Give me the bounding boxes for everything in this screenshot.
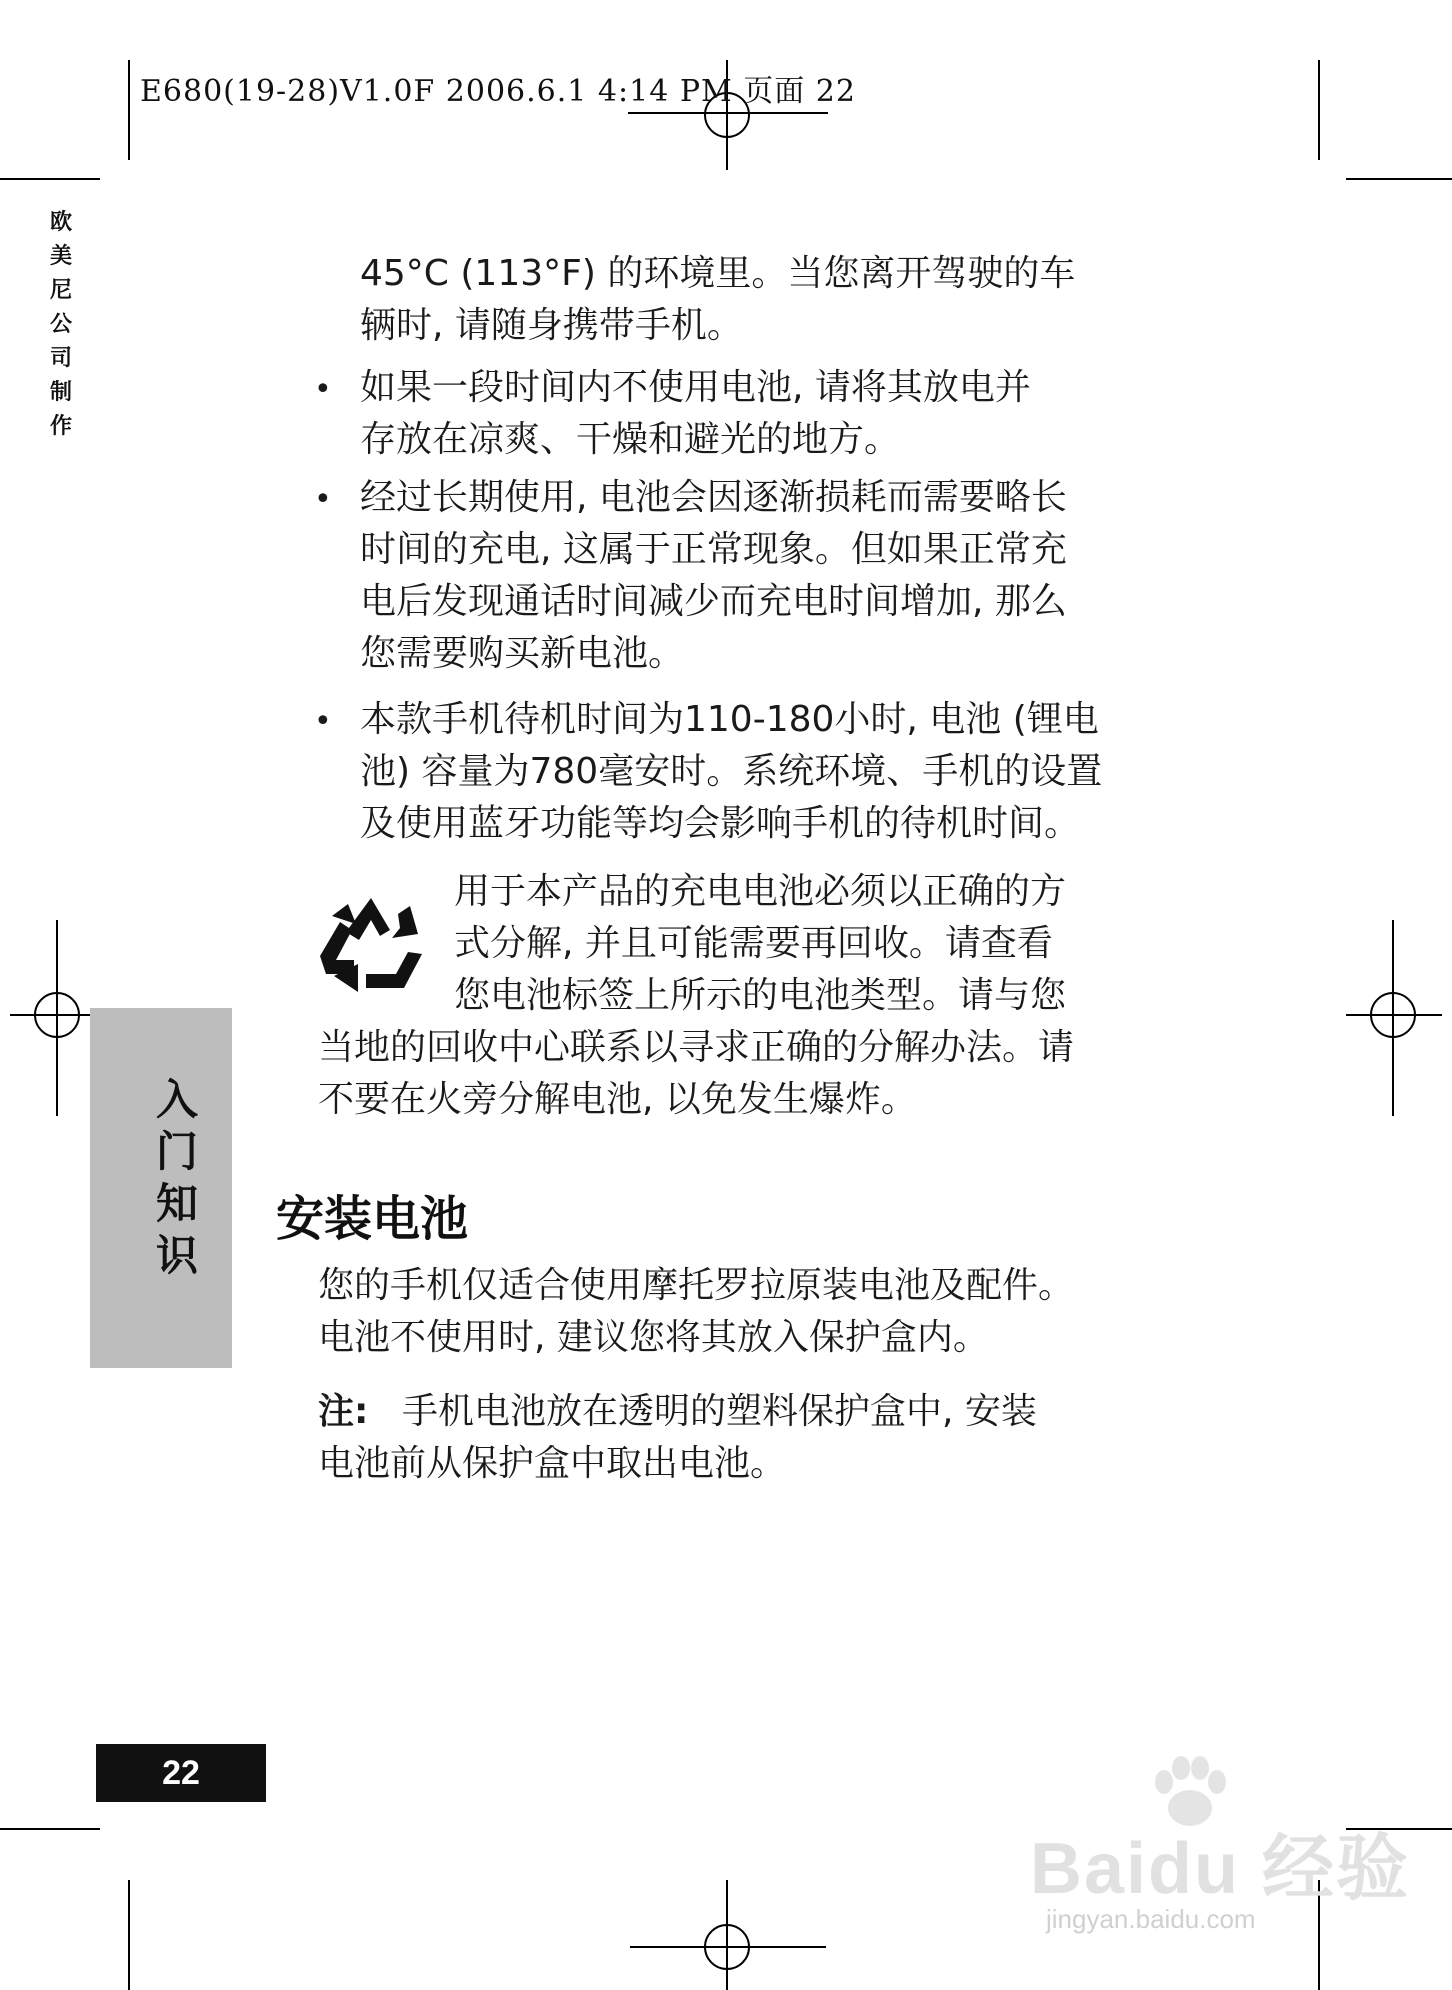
crop-mark bbox=[1318, 60, 1320, 160]
bullet-dot: • bbox=[314, 372, 332, 407]
continuation-line: 45°C (113°F) 的环境里。当您离开驾驶的车 bbox=[360, 253, 1076, 294]
recycle-line: 用于本产品的充电电池必须以正确的方 bbox=[454, 871, 1067, 912]
bullet-line: 及使用蓝牙功能等均会影响手机的待机时间。 bbox=[360, 803, 1081, 844]
note-line: 电池前从保护盒中取出电池。 bbox=[318, 1443, 787, 1484]
bullet-dot: • bbox=[314, 482, 332, 517]
print-header: E680(19-28)V1.0F 2006.6.1 4:14 PM 页面 22 bbox=[140, 74, 856, 109]
registration-mark bbox=[1370, 992, 1416, 1038]
bullet-dot: • bbox=[314, 704, 332, 739]
page-number: 22 bbox=[96, 1744, 266, 1802]
crop-mark bbox=[128, 60, 130, 160]
section-title: 安装电池 bbox=[276, 1191, 469, 1247]
recycle-line: 当地的回收中心联系以寻求正确的分解办法。请 bbox=[318, 1027, 1075, 1068]
registration-mark bbox=[34, 992, 80, 1038]
crop-mark bbox=[0, 1828, 100, 1830]
recycle-icon bbox=[314, 894, 428, 994]
crop-mark bbox=[128, 1880, 130, 1990]
bullet-line: 时间的充电, 这属于正常现象。但如果正常充 bbox=[360, 529, 1067, 570]
note-label: 注: bbox=[318, 1391, 369, 1432]
bullet-line: 电后发现通话时间减少而充电时间增加, 那么 bbox=[360, 581, 1067, 622]
note-line: 手机电池放在透明的塑料保护盒中, 安装 bbox=[402, 1391, 1037, 1432]
recycle-line: 式分解, 并且可能需要再回收。请查看 bbox=[454, 923, 1053, 964]
section-paragraph-line: 电池不使用时, 建议您将其放入保护盒内。 bbox=[318, 1317, 989, 1358]
watermark-logo: Baidu 经验 bbox=[1030, 1829, 1411, 1909]
bullet-line: 您需要购买新电池。 bbox=[360, 633, 685, 674]
bullet-line: 池) 容量为780毫安时。系统环境、手机的设置 bbox=[360, 751, 1103, 792]
crop-mark bbox=[1346, 178, 1452, 180]
registration-mark bbox=[704, 1924, 750, 1970]
bullet-line: 存放在凉爽、干燥和避光的地方。 bbox=[360, 419, 901, 460]
bullet-line: 如果一段时间内不使用电池, 请将其放电并 bbox=[360, 367, 1031, 408]
side-publisher-label: 欧美尼公司制作 bbox=[49, 210, 72, 439]
watermark-url: jingyan.baidu.com bbox=[1046, 1904, 1256, 1934]
chapter-tab-label: 入门知识 bbox=[155, 1075, 198, 1280]
section-paragraph-line: 您的手机仅适合使用摩托罗拉原装电池及配件。 bbox=[318, 1265, 1075, 1306]
crop-mark bbox=[0, 178, 100, 180]
recycle-line: 您电池标签上所示的电池类型。请与您 bbox=[454, 975, 1067, 1016]
continuation-line: 辆时, 请随身携带手机。 bbox=[360, 305, 743, 346]
bullet-line: 本款手机待机时间为110-180小时, 电池 (锂电 bbox=[360, 699, 1099, 740]
bullet-line: 经过长期使用, 电池会因逐渐损耗而需要略长 bbox=[360, 477, 1067, 518]
header-underline bbox=[628, 112, 828, 114]
recycle-line: 不要在火旁分解电池, 以免发生爆炸。 bbox=[318, 1079, 917, 1120]
